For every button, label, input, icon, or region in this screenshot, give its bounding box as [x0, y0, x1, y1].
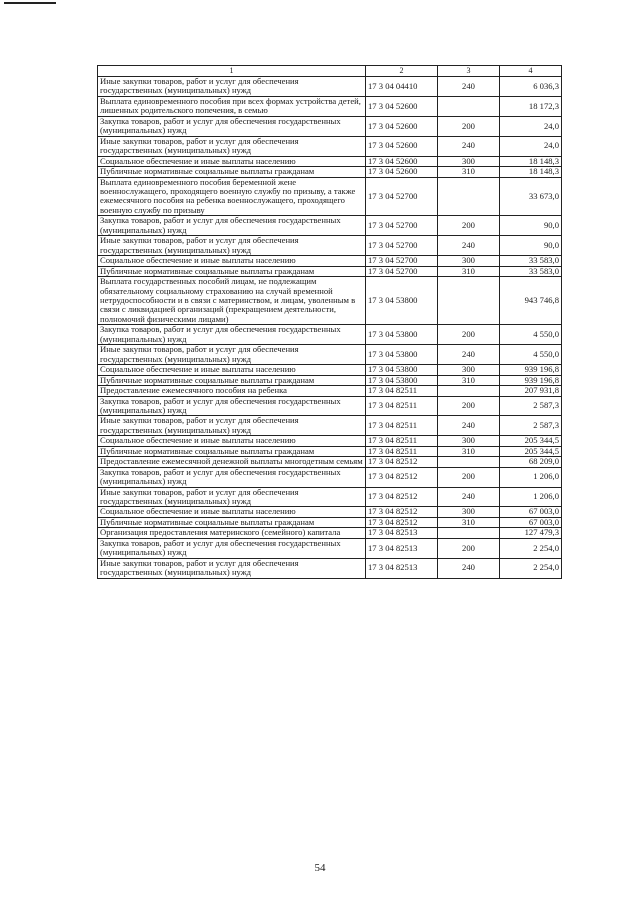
table-row [98, 396, 562, 416]
row-sum: 205 344,5 [500, 436, 562, 446]
row-code: 17 3 04 82512 [366, 517, 438, 527]
row-code: 17 3 04 53800 [366, 365, 438, 375]
row-sum: 24,0 [500, 136, 562, 156]
table-row [98, 416, 562, 436]
row-name: Предоставление ежемесячной денежной выплаты многодетным семьям [98, 457, 366, 467]
table-row [98, 96, 562, 116]
row-sum: 6 036,3 [500, 77, 562, 97]
row-type: 200 [438, 325, 500, 345]
row-sum: 33 673,0 [500, 177, 562, 216]
row-type: 240 [438, 345, 500, 365]
row-name: Выплата единовременного пособия беременной жене военнослужащего, проходящего военную службу по призыву, а также ежемесячного пособия на ребенка военнослужащего, проходящего военную службу по призыву [98, 177, 366, 216]
row-type: 310 [438, 517, 500, 527]
row-sum: 18 148,3 [500, 167, 562, 177]
row-type [438, 96, 500, 116]
row-name: Организация предоставления материнского (семейного) капитала [98, 528, 366, 538]
column-header-code: 2 [366, 66, 438, 77]
row-code: 17 3 04 82511 [366, 436, 438, 446]
row-code: 17 3 04 52700 [366, 236, 438, 256]
row-sum: 18 172,3 [500, 96, 562, 116]
row-type: 200 [438, 467, 500, 487]
row-code: 17 3 04 52700 [366, 177, 438, 216]
row-sum: 18 148,3 [500, 156, 562, 166]
table-row [98, 136, 562, 156]
table-row [98, 446, 562, 456]
row-type: 310 [438, 167, 500, 177]
row-type [438, 277, 500, 325]
row-type: 300 [438, 156, 500, 166]
row-sum: 68 209,0 [500, 457, 562, 467]
row-name: Социальное обеспечение и иные выплаты населению [98, 156, 366, 166]
table-row [98, 345, 562, 365]
row-name: Иные закупки товаров, работ и услуг для обеспечения государственных (муниципальных) нужд [98, 487, 366, 507]
column-header-type: 3 [438, 66, 500, 77]
row-code: 17 3 04 52600 [366, 136, 438, 156]
row-sum: 2 254,0 [500, 538, 562, 558]
row-type: 200 [438, 396, 500, 416]
row-sum: 207 931,8 [500, 386, 562, 396]
row-sum: 4 550,0 [500, 345, 562, 365]
table-row [98, 325, 562, 345]
row-name: Иные закупки товаров, работ и услуг для обеспечения государственных (муниципальных) нужд [98, 77, 366, 97]
row-code: 17 3 04 82511 [366, 416, 438, 436]
table-row [98, 216, 562, 236]
row-sum: 90,0 [500, 236, 562, 256]
row-name: Иные закупки товаров, работ и услуг для обеспечения государственных (муниципальных) нужд [98, 558, 366, 578]
row-type: 300 [438, 365, 500, 375]
table-row [98, 365, 562, 375]
row-type: 240 [438, 416, 500, 436]
table-row [98, 517, 562, 527]
row-name: Публичные нормативные социальные выплаты гражданам [98, 375, 366, 385]
table-row [98, 457, 562, 467]
table-row [98, 236, 562, 256]
row-code: 17 3 04 82511 [366, 396, 438, 416]
row-type: 300 [438, 256, 500, 266]
row-name: Социальное обеспечение и иные выплаты населению [98, 256, 366, 266]
row-code: 17 3 04 82513 [366, 558, 438, 578]
row-type: 300 [438, 436, 500, 446]
row-type: 200 [438, 538, 500, 558]
row-code: 17 3 04 82512 [366, 467, 438, 487]
row-sum: 33 583,0 [500, 256, 562, 266]
row-name: Социальное обеспечение и иные выплаты населению [98, 507, 366, 517]
row-name: Иные закупки товаров, работ и услуг для обеспечения государственных (муниципальных) нужд [98, 345, 366, 365]
row-name: Закупка товаров, работ и услуг для обеспечения государственных (муниципальных) нужд [98, 116, 366, 136]
table-row [98, 266, 562, 276]
row-code: 17 3 04 52700 [366, 216, 438, 236]
row-sum: 127 479,3 [500, 528, 562, 538]
table-row [98, 386, 562, 396]
row-type [438, 457, 500, 467]
row-type [438, 177, 500, 216]
row-code: 17 3 04 53800 [366, 345, 438, 365]
row-type: 240 [438, 558, 500, 578]
table-row [98, 116, 562, 136]
row-code: 17 3 04 53800 [366, 325, 438, 345]
budget-table [97, 65, 562, 579]
row-name: Публичные нормативные социальные выплаты гражданам [98, 517, 366, 527]
row-code: 17 3 04 82511 [366, 446, 438, 456]
row-type: 300 [438, 507, 500, 517]
row-type: 200 [438, 216, 500, 236]
row-type: 310 [438, 266, 500, 276]
row-sum: 4 550,0 [500, 325, 562, 345]
table-row [98, 77, 562, 97]
row-code: 17 3 04 53800 [366, 277, 438, 325]
row-name: Социальное обеспечение и иные выплаты населению [98, 436, 366, 446]
row-sum: 939 196,8 [500, 365, 562, 375]
row-name: Закупка товаров, работ и услуг для обеспечения государственных (муниципальных) нужд [98, 325, 366, 345]
row-code: 17 3 04 82512 [366, 507, 438, 517]
row-name: Выплата государственных пособий лицам, не подлежащим обязательному социальному страхованию на случай временной нетрудоспособности и в связи с материнством, и лицам, уволенным в связи с ликвидацией организаций (прекращением деятельности, полномочий физическими лицами) [98, 277, 366, 325]
row-sum: 1 206,0 [500, 467, 562, 487]
row-sum: 2 254,0 [500, 558, 562, 578]
row-code: 17 3 04 82513 [366, 528, 438, 538]
row-code: 17 3 04 82511 [366, 386, 438, 396]
column-header-name: 1 [98, 66, 366, 77]
row-sum: 90,0 [500, 216, 562, 236]
row-name: Закупка товаров, работ и услуг для обеспечения государственных (муниципальных) нужд [98, 538, 366, 558]
table-row [98, 436, 562, 446]
row-sum: 943 746,8 [500, 277, 562, 325]
row-name: Выплата единовременного пособия при всех формах устройства детей, лишенных родительского попечения, в семью [98, 96, 366, 116]
table-row [98, 467, 562, 487]
table-row [98, 487, 562, 507]
row-name: Социальное обеспечение и иные выплаты населению [98, 365, 366, 375]
row-code: 17 3 04 52600 [366, 96, 438, 116]
row-sum: 24,0 [500, 116, 562, 136]
row-code: 17 3 04 04410 [366, 77, 438, 97]
row-name: Закупка товаров, работ и услуг для обеспечения государственных (муниципальных) нужд [98, 216, 366, 236]
row-type: 240 [438, 236, 500, 256]
row-name: Закупка товаров, работ и услуг для обеспечения государственных (муниципальных) нужд [98, 396, 366, 416]
row-type: 240 [438, 136, 500, 156]
table-row [98, 558, 562, 578]
row-name: Предоставление ежемесячного пособия на ребенка [98, 386, 366, 396]
row-sum: 67 003,0 [500, 517, 562, 527]
row-code: 17 3 04 52700 [366, 266, 438, 276]
column-header-sum: 4 [500, 66, 562, 77]
row-sum: 205 344,5 [500, 446, 562, 456]
page-number: 54 [314, 862, 326, 874]
row-name: Публичные нормативные социальные выплаты гражданам [98, 266, 366, 276]
row-type: 240 [438, 77, 500, 97]
row-type: 310 [438, 375, 500, 385]
row-sum: 2 587,3 [500, 416, 562, 436]
table-row [98, 177, 562, 216]
table-row [98, 256, 562, 266]
corner-mark [4, 2, 56, 4]
row-name: Иные закупки товаров, работ и услуг для обеспечения государственных (муниципальных) нужд [98, 236, 366, 256]
row-name: Публичные нормативные социальные выплаты гражданам [98, 167, 366, 177]
row-type [438, 528, 500, 538]
row-type [438, 386, 500, 396]
table-row [98, 277, 562, 325]
table-row [98, 528, 562, 538]
row-sum: 67 003,0 [500, 507, 562, 517]
row-code: 17 3 04 52700 [366, 256, 438, 266]
row-type: 240 [438, 487, 500, 507]
row-code: 17 3 04 82512 [366, 487, 438, 507]
row-sum: 1 206,0 [500, 487, 562, 507]
row-code: 17 3 04 53800 [366, 375, 438, 385]
row-code: 17 3 04 52600 [366, 167, 438, 177]
table-row [98, 167, 562, 177]
row-code: 17 3 04 52600 [366, 156, 438, 166]
table-header-row [98, 66, 562, 77]
table-row [98, 538, 562, 558]
row-sum: 33 583,0 [500, 266, 562, 276]
row-name: Иные закупки товаров, работ и услуг для обеспечения государственных (муниципальных) нужд [98, 136, 366, 156]
table-row [98, 507, 562, 517]
row-type: 200 [438, 116, 500, 136]
row-code: 17 3 04 82513 [366, 538, 438, 558]
row-sum: 2 587,3 [500, 396, 562, 416]
row-sum: 939 196,8 [500, 375, 562, 385]
row-code: 17 3 04 52600 [366, 116, 438, 136]
row-code: 17 3 04 82512 [366, 457, 438, 467]
table-row [98, 375, 562, 385]
row-name: Иные закупки товаров, работ и услуг для обеспечения государственных (муниципальных) нужд [98, 416, 366, 436]
table-body [98, 77, 562, 579]
row-name: Публичные нормативные социальные выплаты гражданам [98, 446, 366, 456]
row-type: 310 [438, 446, 500, 456]
table-row [98, 156, 562, 166]
row-name: Закупка товаров, работ и услуг для обеспечения государственных (муниципальных) нужд [98, 467, 366, 487]
